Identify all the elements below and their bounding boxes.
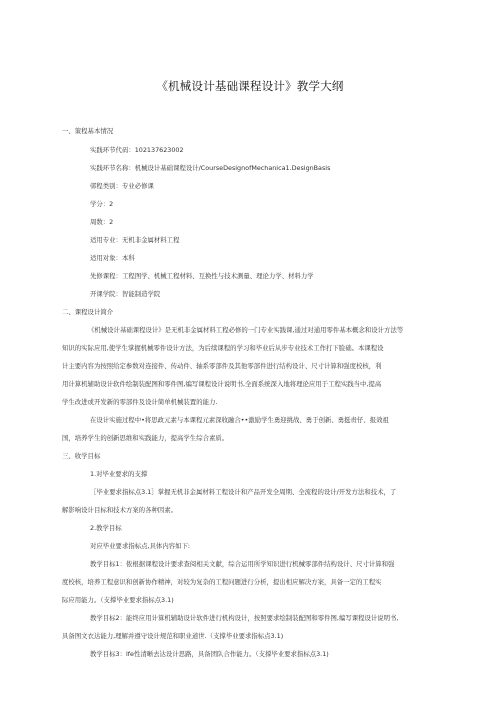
goal-1-line: 度校核，培养工程意识和创新协作精神，对较为复杂的工程问题进行分析，提出相应解决方案，具备一定的工程实	[62, 578, 382, 586]
info-name: 实践环节名称：机械设计基础课程设计/CourseDesignofMechanica1.DesignBasis	[90, 164, 331, 172]
goal-3-line: 教学目标3：lfe性清晰去达设计思路，具备团队合作能力。（支撑毕业要求指标点3.1)	[90, 650, 329, 658]
info-category: 邨程类别：专业必修课	[90, 182, 154, 190]
subheading-goals: 2.教学目标	[90, 524, 122, 532]
goals-intro: 对应毕业要求指标点,具体内容如下:	[90, 542, 191, 550]
goal-2-line: 具备图文衣达能力,理解并遵守设计规范和职业道世.（支撑毕业要求指标点3.1)	[62, 632, 284, 640]
section-heading-1: 一、策程基本情况	[62, 127, 114, 135]
document-title: 《机械设计基础课程设计》教学大纲	[156, 79, 344, 93]
support-line: ［毕业要求指标点3.1］掌握无机非金属材料工程设计和产品开发全周期、全流程的设计/开发方法和技术，了	[90, 488, 397, 496]
info-target: 适用对象：本科	[90, 254, 135, 262]
info-major: 适用专业：无机非金属材料工程	[90, 236, 180, 244]
intro-line: 学生改进或开发新的零部件及设计简单机械装置的能力.	[62, 398, 218, 406]
goal-1-line: 际应用能力。（支撑毕业要求指标点3.1)	[62, 596, 174, 604]
info-prereq: 先修课程：工程图学、机械工程材料、互换性与技术测量、理论力学、材料力学	[90, 272, 314, 280]
intro-line: 知识的实际应用,使学生掌握机械零件设计方法，为后续课程的学习和毕业后从步专业技术工作打下脸础。本课程设	[62, 344, 384, 352]
goal-1-line: 教学目标1：侬根据课程设计要求查阅相关文献，综合运用所学知识进行机械零部件结构设计、尺寸计算和强	[90, 560, 395, 568]
info-weeks: 周数：2	[90, 218, 114, 226]
section-heading-2: 二、课程设计简介	[62, 308, 114, 316]
ideology-line: 在设计实施过程中•将思政元素与本课程元素深收融合••激励学生勇迎挑战、勇于创新、勇挺责仔、报效祖	[90, 416, 389, 424]
info-credit: 学分：2	[90, 200, 114, 208]
intro-line: 《机械设计基础课程设计》是无机非金属材料工程必修的一门专业实践课,通过对通用零件基本概念和设计方法等	[88, 326, 404, 334]
subheading-support: 1.对毕业要求的支撑	[90, 470, 148, 478]
info-college: 开课学院：智能制造学院	[90, 290, 161, 298]
section-heading-3: 三、收学目标	[62, 452, 101, 460]
intro-line: 用计算机辅助设计软件绘制装配图和零件图,编写课程设计说明书,全面系统深入地将理论应用于工程实践当中,提高	[62, 380, 382, 388]
ideology-line: 国，培养学生的创新思维和实践能力，提高学生综合素质。	[62, 434, 229, 442]
support-line: 解影响设计目标和技术方案的各种因素。	[62, 506, 178, 514]
intro-line: 计主要内容为按照给定参数对连接件、传动件、轴系零部件及其他零部件进行结构设计、尺寸计算和强度校核，利	[62, 362, 382, 370]
goal-2-line: 教学目标2：能终应用计算机辅助设计软件进行机构设计，按照要求绘制装配图和零件图,编写课程设计说明书,	[90, 614, 399, 622]
info-code: 实践环节代码：102137623002	[90, 146, 184, 154]
